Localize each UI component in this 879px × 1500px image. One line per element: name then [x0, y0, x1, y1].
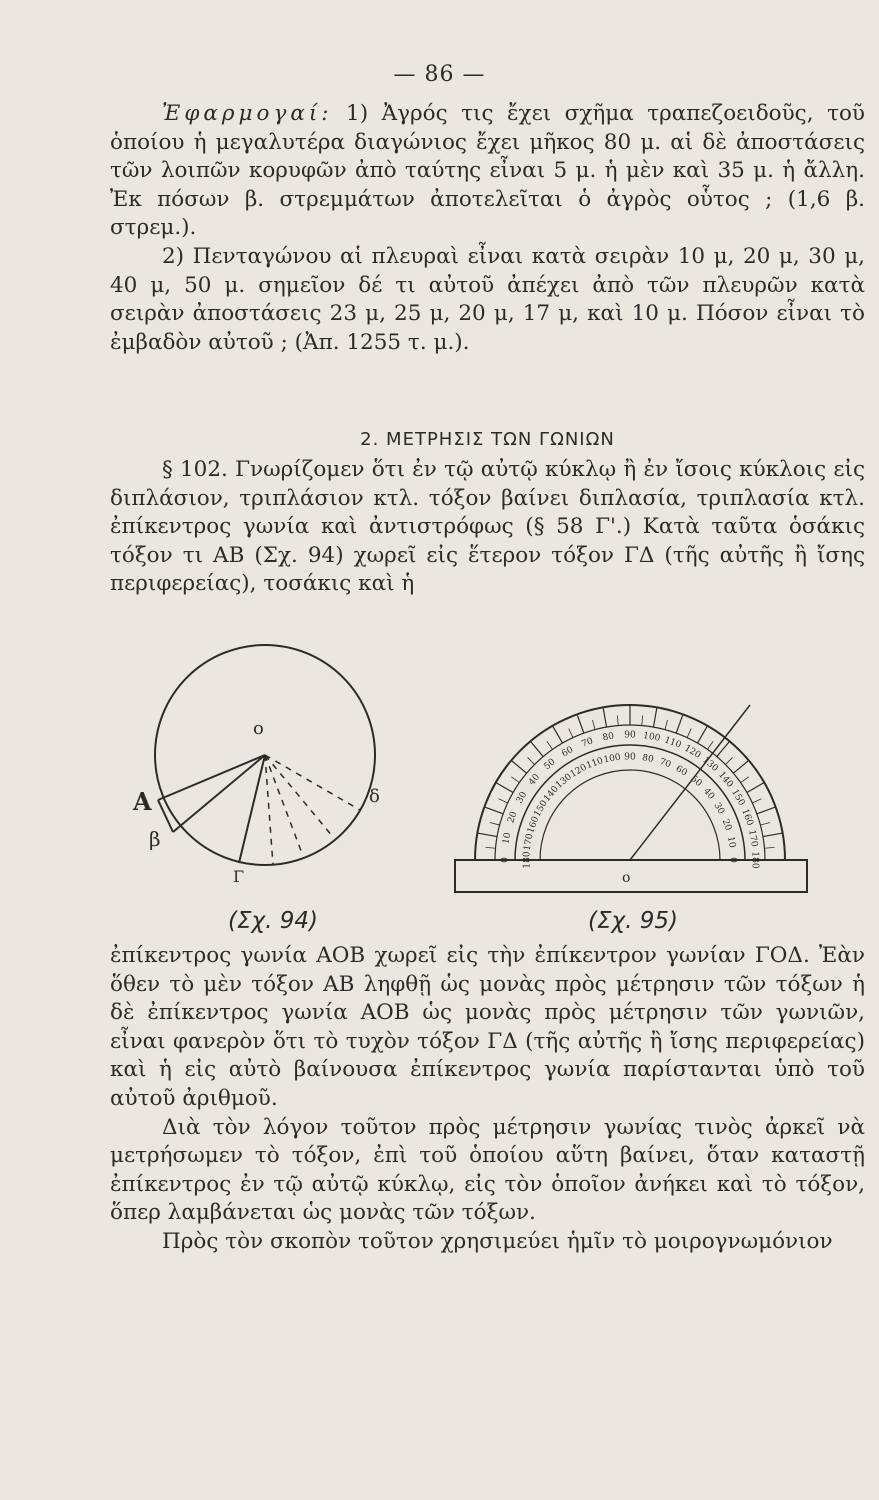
exercises-block	[110, 100, 865, 357]
protractor-tick	[698, 726, 708, 743]
protractor-tick	[511, 777, 519, 783]
protractor-tick	[603, 707, 606, 727]
inner-scale-number: 60	[673, 764, 689, 779]
protractor-tick	[717, 741, 730, 756]
inner-scale-number: 50	[688, 773, 704, 789]
inner-scale-number: 180	[522, 851, 533, 869]
protractor-tick	[707, 741, 713, 749]
outer-scale-number: 10	[501, 831, 514, 845]
radius-dashed-3	[265, 755, 333, 837]
outer-scale-number: 0	[500, 857, 511, 863]
protractor-tick	[496, 783, 513, 793]
paragraph-continued: ἐπίκεντρος γωνία ΑΟΒ χωρεῖ εἰς τὴν ἐπίκεντρον γωνίαν ΓΟΔ. Ἐὰν ὅθεν τὸ μὲν τόξον ΑΒ ληφθῇ ὡς μονὰς πρὸς μέτρησιν τῶν τόξων ἡ δὲ ἐπίκεντρος γωνία ΑΟΒ ὡς μονὰς πρὸς μέτρησιν τῶν γωνιῶν, εἶναι φανερὸν ὅτι τὸ τυχὸν τόξον ΓΔ (τῆς αὐτῆς ἢ ἴσης περιφερείας) καὶ ἡ εἰς αὐτὸ βαίνουσα ἐπίκεντρος γωνία παρίστανται ὑπὸ τοῦ αὐτοῦ ἀριθμοῦ.	[110, 943, 865, 1111]
outer-scale-number: 130	[700, 755, 720, 774]
outer-scale-number: 20	[506, 810, 520, 825]
protractor-tick	[653, 707, 656, 727]
inner-scale-number: 10	[725, 835, 737, 849]
outer-scale-number: 180	[749, 851, 760, 869]
protractor-tick	[757, 807, 776, 814]
label-d: δ	[369, 786, 380, 807]
protractor-tick	[741, 777, 749, 783]
radius-ob	[173, 755, 265, 832]
inner-scale-number: 140	[542, 784, 561, 804]
protractor-tick	[760, 822, 770, 825]
inner-scale-number: 90	[624, 752, 636, 763]
figure-95-protractor-diagram	[450, 690, 850, 905]
protractor-tick	[642, 716, 643, 726]
outer-scale-number: 30	[514, 790, 530, 806]
page-number: — 86 —	[393, 62, 486, 87]
inner-scale-number: 80	[641, 753, 655, 765]
paragraph-last: Πρὸς τὸν σκοπὸν τοῦτον χρησιμεύει ἡμῖν τὸ μοιρογνωμόνιον	[162, 1228, 833, 1254]
outer-arc	[475, 705, 785, 860]
exercise-2: 2) Πενταγώνου αἱ πλευραὶ εἶναι κατὰ σειρὰν 10 μ, 20 μ, 30 μ, 40 μ, 50 μ. σημεῖον δέ τι αὐτοῦ ἀπέχει ἀπὸ τῶν πλευρῶν κατὰ σειρὰν ἀποστάσεις 23 μ, 25 μ, 20 μ, 17 μ, καὶ 10 μ. Πόσον εἶναι τὸ ἐμβαδὸν αὐτοῦ ; (Ἀπ. 1255 τ. μ.).	[110, 243, 865, 355]
inner-scale-number: 30	[711, 801, 726, 817]
protractor-tick	[752, 799, 761, 803]
inner-scale-number: 110	[585, 756, 605, 772]
inner-scale-number: 150	[532, 798, 550, 819]
section-heading: 2. ΜΕΤΡΗΣΙΣ ΤΩΝ ΓΩΝΙΩΝ	[360, 429, 615, 450]
inner-scale-number: 120	[568, 762, 589, 780]
protractor-tick	[764, 847, 774, 848]
protractor-center-label: ο	[622, 870, 631, 886]
outer-scale-number: 50	[542, 757, 558, 773]
caption-figure-95: (Σχ. 95)	[588, 908, 678, 934]
label-a: Α	[133, 787, 152, 816]
label-g: Γ	[233, 867, 245, 886]
protractor-tick	[486, 847, 496, 848]
protractor-tick	[676, 714, 683, 733]
section-102-block	[110, 456, 865, 599]
figure-94-circle-diagram	[125, 630, 405, 910]
outer-scale-number: 70	[580, 736, 595, 750]
protractor-tick	[477, 833, 497, 836]
paragraph-reason: Διὰ τὸν λόγον τοῦτον πρὸς μέτρησιν γωνίας τινὸς ἀρκεῖ νὰ μετρήσωμεν τὸ τόξον, ἐπὶ τοῦ ὁποίου αὕτη βαίνει, ὅταν καταστῇ ἐπίκεντρος ἐν τῷ αὐτῷ κύκλῳ, εἰς τὸν ὁποῖον ἀνήκει καὶ τὸ τόξον, ὅπερ λαμβάνεται ὡς μονὰς τῶν τόξων.	[110, 1114, 865, 1226]
exercises-label: Ἐφαρμογαί:	[162, 101, 333, 126]
outer-scale-number: 160	[739, 807, 755, 828]
protractor-tick	[617, 716, 618, 726]
outer-scale-number: 40	[527, 772, 543, 788]
label-b: β	[149, 827, 161, 851]
protractor-tick	[484, 807, 503, 814]
protractor-tick	[747, 783, 764, 793]
protractor-tick	[553, 726, 563, 743]
protractor-tick	[527, 757, 534, 764]
outer-scale-number: 100	[642, 730, 661, 744]
protractor-tick	[665, 720, 668, 730]
protractor-tick	[511, 760, 526, 773]
inner-scale-number: 100	[602, 752, 622, 766]
outer-scale-number: 90	[624, 730, 636, 741]
outer-scale-number: 120	[682, 743, 703, 761]
radius-oa	[158, 755, 265, 800]
protractor-tick	[592, 720, 595, 730]
exercise-1-text: 1) Ἀγρός τις ἔχει σχῆμα τραπεζοειδοῦς, τοῦ ὁποίου ἡ μεγαλυτέρα διαγώνιος ἔχει μῆκος 80 μ. αἱ δὲ ἀποστάσεις τῶν λοιπῶν κορυφῶν ἀπὸ ταύτης εἶναι 5 μ. ἡ μὲν καὶ 35 μ. ἡ ἄλλη. Ἐκ πόσων β. στρεμμάτων ἀποτελεῖται ὁ ἀγρὸς οὗτος ; (1,6 β. στρεμ.).	[110, 101, 865, 241]
protractor-tick	[547, 741, 553, 749]
inner-scale-number: 130	[554, 772, 574, 791]
protractor-ticks	[475, 705, 785, 860]
inner-scale-number: 170	[522, 832, 536, 852]
radius-od	[265, 755, 360, 810]
continued-text-block	[110, 942, 865, 1257]
protractor-tick	[577, 714, 584, 733]
outer-scale-number: 150	[729, 787, 747, 808]
protractor-tick	[569, 729, 573, 738]
protractor-tick	[733, 760, 748, 773]
outer-scale-number: 170	[746, 829, 760, 848]
outer-scale-number: 140	[716, 770, 735, 790]
protractor-tick	[490, 822, 500, 825]
protractor-tick	[725, 757, 732, 764]
outer-scale-number: 60	[560, 744, 576, 760]
protractor-tick	[530, 741, 543, 756]
protractor-tick	[499, 799, 508, 803]
inner-scale-number: 160	[526, 815, 542, 835]
outer-scale-number: 110	[662, 735, 683, 751]
inner-scale-number: 70	[657, 757, 673, 771]
protractor-tick	[763, 833, 783, 836]
inner-scale-number: 0	[727, 857, 738, 863]
inner-scale-number: 40	[701, 786, 717, 802]
outer-scale-number: 80	[601, 731, 615, 744]
inner-scale-number: 20	[719, 817, 733, 833]
protractor-tick	[687, 729, 691, 738]
caption-figure-94: (Σχ. 94)	[228, 908, 318, 934]
label-center-o: ο	[253, 718, 264, 739]
paragraph-102: § 102. Γνωρίζομεν ὅτι ἐν τῷ αὐτῷ κύκλῳ ἢ ἐν ἴσοις κύκλοις εἰς διπλάσιον, τριπλάσιον κτλ. τόξον βαίνει διπλασία, τριπλασία κτλ. ἐπίκεντρος γωνία καὶ ἀντιστρόφως (§ 58 Γ'.) Κατὰ ταῦτα ὁσάκις τόξον τι ΑΒ (Σχ. 94) χωρεῖ εἰς ἕτερον τόξον ΓΔ (τῆς αὐτῆς ἢ ἴσης περιφερείας), τοσάκις καὶ ἡ	[110, 457, 865, 597]
radius-og	[239, 755, 265, 863]
exercise-1	[110, 100, 865, 243]
